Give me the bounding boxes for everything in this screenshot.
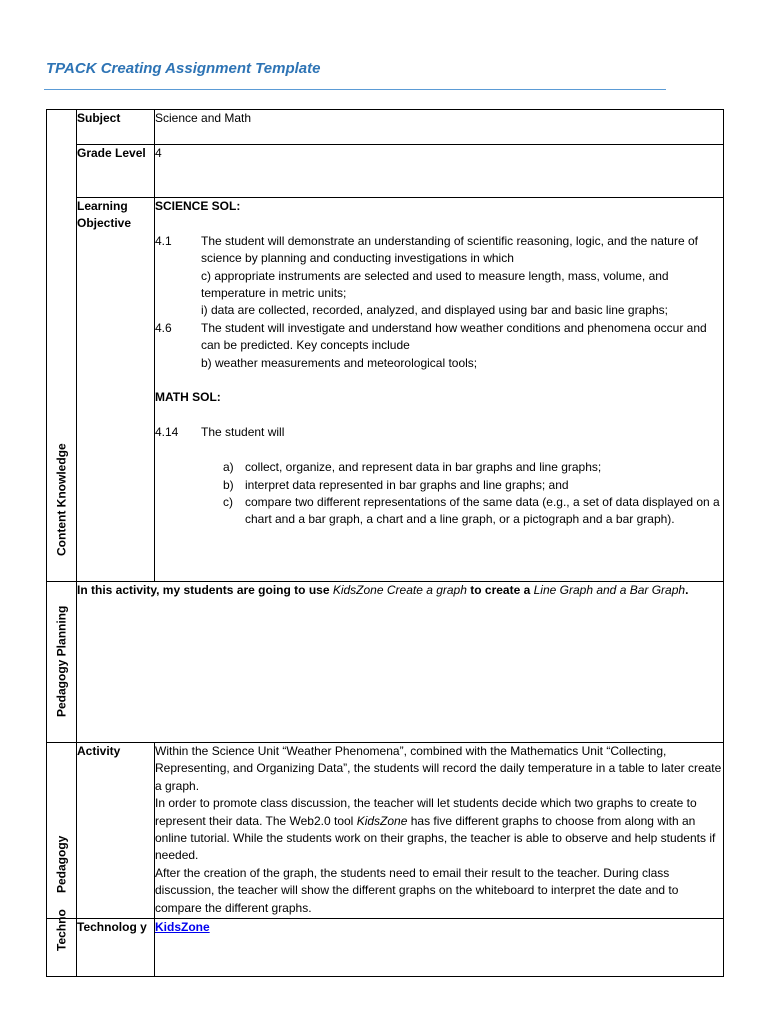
sol-number: 4.14 <box>155 425 179 440</box>
techno-side <box>47 908 77 977</box>
sol-text: The student will demonstrate an understanding of scientific reasoning, logic, and the nature of science by planning and conducting investigations in which <box>201 233 698 266</box>
subject-row <box>47 110 724 145</box>
objective-content <box>155 198 724 582</box>
science-sol-heading: SCIENCE SOL: <box>155 199 241 213</box>
techno-label: Techno <box>53 908 68 951</box>
list-text: interpret data represented in bar graphs and line graphs; and <box>245 477 569 492</box>
planning-text: to create a <box>466 583 534 597</box>
activity-row <box>47 743 724 919</box>
list-marker: a) <box>223 460 234 475</box>
tpack-table <box>46 109 724 977</box>
technology-label: Technolog y <box>77 919 155 977</box>
activity-paragraph: In order to promote class discussion, the teacher will let students decide which two graphs to create to represent their data. The Web2.0 tool KidsZone has five different graphs to choose from along with an online tutorial. While the students work on their graphs, the teacher is able to observe and help students if needed. <box>155 796 716 863</box>
list-text: compare two different representations of the same data (e.g., a set of data displayed on a chart and a bar graph, a chart and a line graph, or a pictograph and a bar graph). <box>245 494 720 527</box>
sol-text: The student will investigate and understand how weather conditions and phenomena occur and can be predicted. Key concepts include <box>201 320 707 353</box>
technology-content <box>155 919 724 977</box>
technology-row <box>47 919 724 977</box>
grade-row <box>47 145 724 198</box>
subject-value: Science and Math <box>155 110 724 145</box>
planning-text: . <box>685 583 689 597</box>
activity-tool: KidsZone <box>356 813 408 828</box>
document-title: TPACK Creating Assignment Template <box>46 60 321 77</box>
activity-label: Activity <box>77 743 155 919</box>
activity-content <box>155 743 724 919</box>
grade-value: 4 <box>155 145 724 198</box>
sol-subitem: c) appropriate instruments are selected and used to measure length, mass, volume, and temperature in metric units; <box>201 268 669 301</box>
content-knowledge-label: Content Knowledge <box>53 442 68 556</box>
list-marker: b) <box>223 477 234 492</box>
planning-graphs: Line Graph and a Bar Graph <box>533 583 686 597</box>
sol-text: The student will <box>201 425 285 440</box>
math-sol-heading: MATH SOL: <box>155 390 221 405</box>
list-item <box>155 459 723 476</box>
sol-4-1 <box>155 233 723 320</box>
sol-subitem: b) weather measurements and meteorological tools; <box>201 355 478 370</box>
sol-subitem: i) data are collected, recorded, analyzed, and displayed using bar and basic line graphs; <box>201 303 668 318</box>
list-item <box>155 494 723 529</box>
grade-label: Grade Level <box>77 145 155 198</box>
activity-paragraph: Within the Science Unit “Weather Phenomena”, combined with the Mathematics Unit “Collecting, Representing, and Organizing Data”, the students will record the daily temperature in a table to later create a graph. <box>155 744 722 793</box>
planning-row <box>47 582 724 743</box>
planning-content <box>77 582 724 743</box>
objective-label: Learning Objective <box>77 198 155 582</box>
list-item <box>155 477 723 494</box>
sol-4-6 <box>155 320 723 372</box>
pedagogy-planning-side <box>47 582 77 743</box>
title-divider <box>44 89 666 90</box>
objective-row <box>47 198 724 582</box>
content-knowledge-side <box>47 110 77 582</box>
planning-tool: KidsZone Create a graph <box>332 583 467 597</box>
pedagogy-side <box>47 743 77 919</box>
sol-number: 4.1 <box>155 233 172 248</box>
activity-paragraph: After the creation of the graph, the students need to email their result to the teacher. During class discussion, the teacher will show the different graphs on the whiteboard to interpret the date and to compare the different graphs. <box>155 865 679 915</box>
pedagogy-label: Pedagogy <box>53 835 68 893</box>
sol-4-14 <box>155 424 723 441</box>
sol-number: 4.6 <box>155 320 172 335</box>
planning-text: In this activity, my students are going to use <box>77 583 333 597</box>
list-marker: c) <box>223 494 233 509</box>
list-text: collect, organize, and represent data in bar graphs and line graphs; <box>245 460 602 475</box>
kidszone-link[interactable]: KidsZone <box>155 920 210 934</box>
pedagogy-planning-label: Pedagogy Planning <box>53 605 68 717</box>
subject-label: Subject <box>77 110 155 145</box>
math-objective-list <box>155 459 723 529</box>
